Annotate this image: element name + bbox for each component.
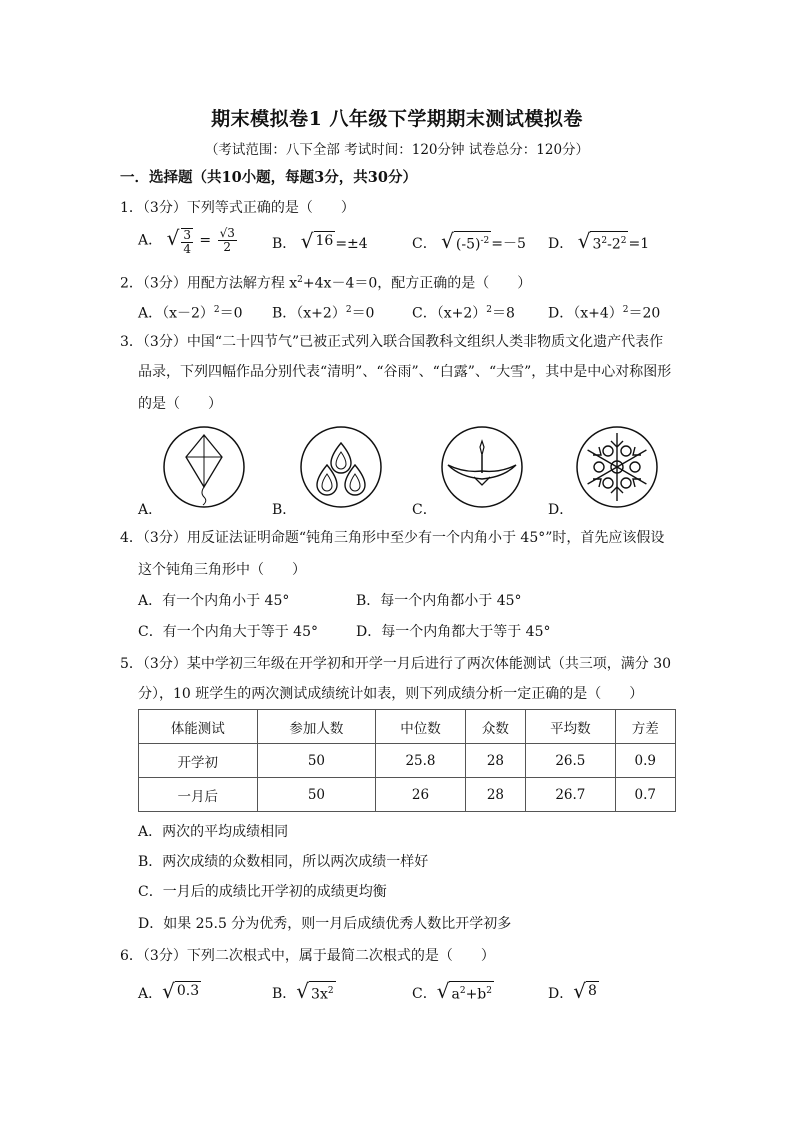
q6-option-d: D． √ 8: [548, 979, 597, 1003]
q1-b-radicand: 16: [315, 233, 334, 249]
q5-line-2: 分），10 班学生的两次测试成绩统计如表，则下列成绩分析一定正确的是（ ）: [138, 686, 644, 702]
q3-line-1: 3．（3分）中国“二十四节气”已被正式列入联合国教科文组织人类非物质文化遗产代表作: [120, 334, 664, 350]
q1-a-rhs-den: 2: [223, 240, 232, 254]
q3-label-a: A．: [138, 502, 163, 518]
q5-line-1: 5．（3分）某中学初三年级在开学初和开学一月后进行了两次体能测试（共三项，满分 30: [120, 656, 672, 672]
q5-option-d: D．如果 25.5 分为优秀，则一月后成绩优秀人数比开学初多: [138, 916, 512, 932]
q6-option-c: C． √ $a^2+b^2$: [412, 979, 492, 1003]
q1-b-rhs: =±4: [335, 236, 368, 252]
q1-d-rhs: =1: [628, 236, 650, 252]
q4-option-a: A．有一个内角小于 45°: [138, 593, 290, 609]
q1-a-eq: =: [199, 232, 212, 249]
q2-option-d: [548, 300, 660, 324]
q2-d-rhs: ＝20: [628, 305, 661, 322]
q6-stem: 6．（3分）下列二次根式中，属于最简二次根式的是（ ）: [120, 948, 495, 964]
q1-c-label: C．: [412, 236, 437, 252]
q6-c-label: C．: [412, 986, 437, 1002]
q2-a-exp: 2: [213, 305, 220, 315]
snowflake-icon: [575, 425, 659, 509]
q4-option-d: D．每一个内角都大于等于 45°: [356, 624, 551, 640]
q1-option-a: [138, 227, 239, 256]
table-cell: 28: [465, 744, 525, 778]
q3-line-3: 的是（ ）: [138, 396, 222, 412]
section-heading: 一．选择题（共10小题，每题3分，共30分）: [120, 169, 417, 186]
table-row: [139, 778, 676, 812]
q2-c-rhs: ＝8: [491, 305, 515, 322]
q3-label-d: D．: [548, 502, 574, 518]
table-header: 体能测试: [139, 710, 258, 744]
q3-line-2: 品录，下列四幅作品分别代表“清明”、“谷雨”、“白露”、“大雪”，其中是中心对称图形: [138, 364, 672, 380]
table-cell: 25.8: [376, 744, 466, 778]
q2-c-text: C．（x+2）: [412, 305, 487, 322]
q6-d-radicand: 8: [587, 983, 597, 999]
q6-b-label: B．: [272, 986, 297, 1002]
q1-a-frac-num: 3: [183, 227, 191, 242]
table-cell: 0.9: [615, 744, 675, 778]
q1-d-mid: -2: [607, 236, 621, 253]
table-header: 方差: [615, 710, 675, 744]
stats-table: [138, 709, 676, 812]
bird-icon: [440, 425, 524, 509]
q2-d-text: D．（x+4）: [548, 305, 623, 322]
q1-a-label: A．: [138, 232, 163, 249]
q6-d-label: D．: [548, 986, 574, 1002]
table-header-row: [139, 710, 676, 744]
q6-c-exp-a: 2: [459, 986, 466, 996]
q6-a-radicand: 0.3: [176, 983, 200, 999]
table-header: 平均数: [526, 710, 616, 744]
q2-stem-exp: 2: [297, 275, 303, 285]
exam-info: （考试范围：八下全部 考试时间：120分钟 试卷总分：120分）: [204, 142, 590, 158]
q2-d-exp: 2: [622, 305, 629, 315]
q2-b-text: B．（x+2）: [272, 305, 346, 322]
q1-a-rhs-num: √3: [219, 226, 235, 240]
table-cell: 26: [376, 778, 466, 812]
q1-c-rhs: =－5: [491, 236, 526, 252]
q6-c-mid: +b: [465, 986, 487, 1003]
kite-icon: [162, 425, 246, 509]
q2-option-b: [272, 300, 374, 324]
q6-c-rad-a: a: [451, 986, 460, 1003]
q6-b-exp: 2: [327, 986, 334, 996]
table-cell: 0.7: [615, 778, 675, 812]
table-cell: 50: [257, 778, 376, 812]
q5-option-a: A．两次的平均成绩相同: [138, 824, 289, 840]
q1-d-exp-a: 2: [601, 236, 608, 246]
q1-b-label: B．: [272, 236, 297, 252]
q2-c-exp: 2: [486, 305, 492, 315]
q2-stem-pre: 2．（3分）用配方法解方程 x: [120, 275, 298, 292]
q2-a-text: A．（x－2）: [138, 305, 214, 322]
page-title: 期末模拟卷1 八年级下学期期末测试模拟卷: [211, 108, 583, 130]
table-cell: 26.7: [526, 778, 616, 812]
q2-option-c: [412, 300, 515, 324]
q1-stem: 1．（3分）下列等式正确的是（ ）: [120, 200, 355, 216]
q2-a-rhs: ＝0: [219, 305, 243, 322]
q6-option-b: B． √ $3x^2$: [272, 979, 334, 1003]
q1-option-d: D． √ $3^2-2^2$ =1: [548, 229, 650, 253]
q2-stem: [120, 270, 531, 294]
q1-c-radicand: (-5): [455, 236, 481, 253]
table-cell: 开学初: [139, 744, 258, 778]
sqrt-symbol: √ $\frac{3}{4}$: [166, 225, 191, 256]
table-header: 中位数: [376, 710, 466, 744]
table-cell: 26.5: [526, 744, 616, 778]
q4-line-1: 4．（3分）用反证法证明命题“钝角三角形中至少有一个内角小于 45°”时，首先应该假设: [120, 530, 665, 546]
q5-option-b: B．两次成绩的众数相同，所以两次成绩一样好: [138, 854, 429, 870]
q4-option-b: B．每一个内角都小于 45°: [356, 593, 522, 609]
q1-d-label: D．: [548, 236, 574, 252]
q2-stem-post: +4x－4＝0，配方正确的是（ ）: [302, 275, 532, 292]
q1-option-c: C． √ $(-5)^{-2}$ =－5: [412, 229, 526, 253]
q2-b-exp: 2: [345, 305, 352, 315]
table-cell: 50: [257, 744, 376, 778]
q3-label-c: C．: [412, 502, 437, 518]
table-row: [139, 744, 676, 778]
q1-d-exp-b: 2: [620, 236, 627, 246]
q2-b-rhs: ＝0: [351, 305, 375, 322]
table-cell: 一月后: [139, 778, 258, 812]
q1-c-exp: -2: [480, 236, 490, 246]
q5-option-c: C．一月后的成绩比开学初的成绩更均衡: [138, 884, 387, 900]
q1-option-b: B． √ 16 =±4: [272, 229, 368, 253]
q6-a-label: A．: [138, 986, 163, 1002]
table-header: 参加人数: [257, 710, 376, 744]
q4-option-c: C．有一个内角大于等于 45°: [138, 624, 318, 640]
q6-c-exp-b: 2: [486, 986, 492, 996]
table-header: 众数: [465, 710, 525, 744]
water-drops-icon: [299, 425, 383, 509]
table-cell: 28: [465, 778, 525, 812]
q1-a-frac-den: 4: [183, 241, 191, 256]
q2-option-a: [138, 300, 243, 324]
q6-b-radicand: 3x: [311, 986, 328, 1003]
q4-line-2: 这个钝角三角形中（ ）: [138, 562, 306, 578]
q1-d-rad-a: 3: [592, 236, 602, 253]
q6-option-a: A． √ 0.3: [138, 979, 200, 1003]
q3-label-b: B．: [272, 502, 297, 518]
